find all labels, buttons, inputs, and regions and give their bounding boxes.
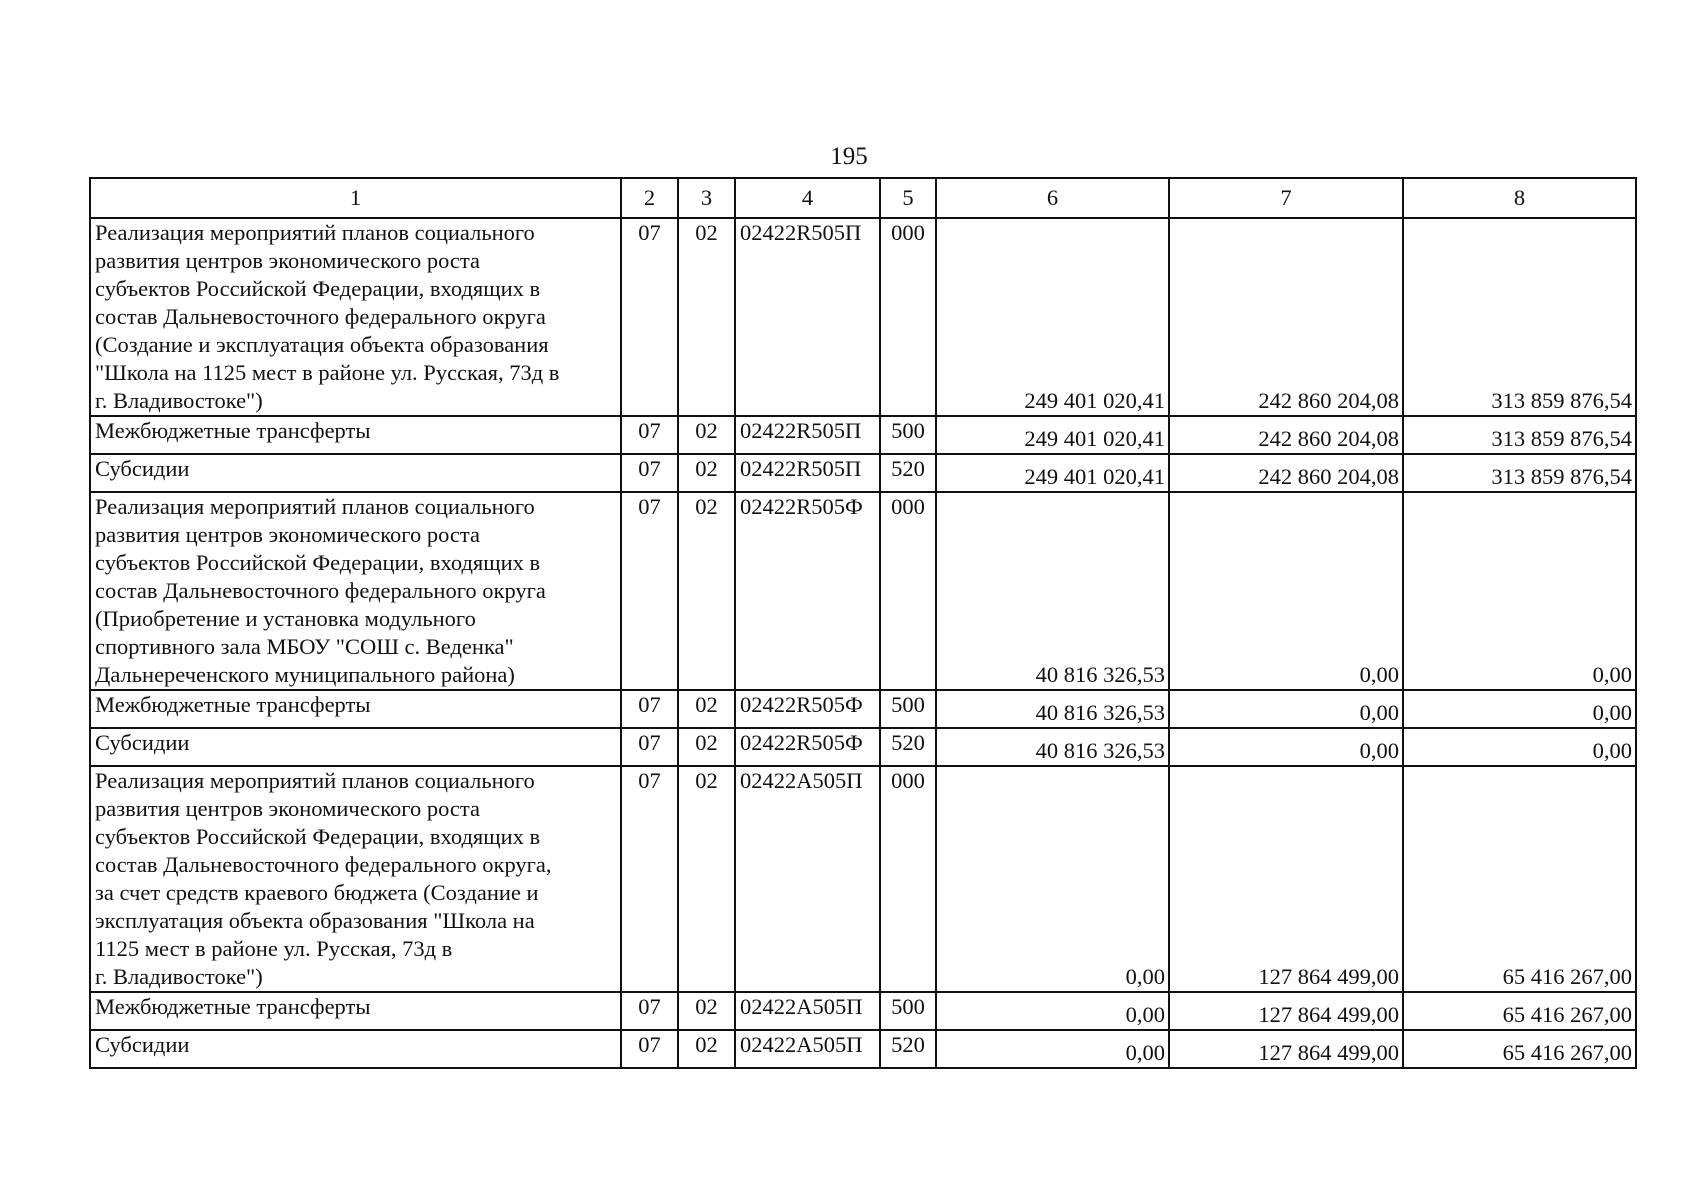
description-line: Межбюджетные трансферты	[95, 418, 371, 443]
description-line: (Создание и эксплуатация объекта образования	[95, 332, 549, 357]
target-article-code: 02422А505П	[735, 992, 880, 1030]
amount-col-8: 65 416 267,00	[1403, 1030, 1636, 1068]
section-code: 07	[621, 766, 678, 992]
amount-col-6: 40 816 326,53	[936, 492, 1169, 690]
expense-type-code: 500	[880, 416, 936, 454]
table-row	[90, 690, 1636, 728]
target-article-code: 02422R505П	[735, 218, 880, 416]
section-code: 07	[621, 1030, 678, 1068]
table-row	[90, 492, 1636, 690]
amount-col-8: 313 859 876,54	[1403, 416, 1636, 454]
description-line: субъектов Российской Федерации, входящих в	[95, 824, 541, 849]
header-row	[90, 178, 1636, 218]
row-description	[90, 454, 621, 492]
description-line: Реализация мероприятий планов социального	[95, 768, 535, 793]
amount-col-6: 0,00	[936, 1030, 1169, 1068]
table-row	[90, 416, 1636, 454]
table-row	[90, 992, 1636, 1030]
table-row	[90, 454, 1636, 492]
description-line: Субсидии	[95, 1032, 190, 1057]
target-article-code: 02422R505П	[735, 416, 880, 454]
expense-type-code: 500	[880, 690, 936, 728]
description-line: г. Владивостоке")	[95, 388, 263, 413]
amount-col-8: 0,00	[1403, 492, 1636, 690]
expense-type-code: 520	[880, 728, 936, 766]
column-header: 6	[936, 178, 1169, 218]
description-line: "Школа на 1125 мест в районе ул. Русская, 73д в	[95, 360, 560, 385]
target-article-code: 02422А505П	[735, 766, 880, 992]
row-description	[90, 416, 621, 454]
section-code: 07	[621, 218, 678, 416]
description-line: состав Дальневосточного федерального округа	[95, 578, 546, 603]
description-line: эксплуатация объекта образования "Школа на	[95, 908, 535, 933]
description-line: г. Владивостоке")	[95, 964, 263, 989]
row-description	[90, 766, 621, 992]
row-description	[90, 492, 621, 690]
page-number: 195	[830, 143, 868, 170]
description-line: субъектов Российской Федерации, входящих в	[95, 276, 541, 301]
amount-col-7: 242 860 204,08	[1169, 416, 1403, 454]
description-line: развития центров экономического роста	[95, 522, 480, 547]
column-header: 4	[735, 178, 880, 218]
target-article-code: 02422R505Ф	[735, 492, 880, 690]
section-code: 07	[621, 992, 678, 1030]
amount-col-6: 249 401 020,41	[936, 454, 1169, 492]
row-description	[90, 992, 621, 1030]
description-line: 1125 мест в районе ул. Русская, 73д в	[95, 936, 453, 961]
subsection-code: 02	[678, 218, 735, 416]
amount-col-8: 0,00	[1403, 728, 1636, 766]
description-line: субъектов Российской Федерации, входящих в	[95, 550, 541, 575]
description-line: Субсидии	[95, 730, 190, 755]
expense-type-code: 000	[880, 492, 936, 690]
row-description	[90, 1030, 621, 1068]
amount-col-6: 0,00	[936, 992, 1169, 1030]
amount-col-7: 242 860 204,08	[1169, 218, 1403, 416]
subsection-code: 02	[678, 728, 735, 766]
amount-col-7: 127 864 499,00	[1169, 1030, 1403, 1068]
column-header: 2	[621, 178, 678, 218]
amount-col-8: 65 416 267,00	[1403, 992, 1636, 1030]
amount-col-8: 313 859 876,54	[1403, 454, 1636, 492]
description-line: Межбюджетные трансферты	[95, 692, 371, 717]
amount-col-6: 40 816 326,53	[936, 690, 1169, 728]
amount-col-6: 249 401 020,41	[936, 416, 1169, 454]
amount-col-7: 0,00	[1169, 728, 1403, 766]
column-header: 5	[880, 178, 936, 218]
description-line: спортивного зала МБОУ "СОШ с. Веденка"	[95, 634, 514, 659]
expense-type-code: 520	[880, 1030, 936, 1068]
expense-type-code: 520	[880, 454, 936, 492]
description-line: Реализация мероприятий планов социального	[95, 494, 535, 519]
description-line: состав Дальневосточного федерального округа,	[95, 852, 552, 877]
description-line: состав Дальневосточного федерального округа	[95, 304, 546, 329]
amount-col-6: 249 401 020,41	[936, 218, 1169, 416]
section-code: 07	[621, 492, 678, 690]
section-code: 07	[621, 416, 678, 454]
target-article-code: 02422R505П	[735, 454, 880, 492]
table-row	[90, 218, 1636, 416]
section-code: 07	[621, 728, 678, 766]
amount-col-6: 0,00	[936, 766, 1169, 992]
amount-col-8: 313 859 876,54	[1403, 218, 1636, 416]
section-code: 07	[621, 690, 678, 728]
subsection-code: 02	[678, 492, 735, 690]
table-row	[90, 766, 1636, 992]
description-line: Межбюджетные трансферты	[95, 994, 371, 1019]
subsection-code: 02	[678, 416, 735, 454]
amount-col-6: 40 816 326,53	[936, 728, 1169, 766]
description-line: (Приобретение и установка модульного	[95, 606, 476, 631]
subsection-code: 02	[678, 992, 735, 1030]
section-code: 07	[621, 454, 678, 492]
column-header: 7	[1169, 178, 1403, 218]
amount-col-7: 242 860 204,08	[1169, 454, 1403, 492]
description-line: развития центров экономического роста	[95, 248, 480, 273]
column-header: 1	[90, 178, 621, 218]
row-description	[90, 690, 621, 728]
target-article-code: 02422А505П	[735, 1030, 880, 1068]
amount-col-8: 65 416 267,00	[1403, 766, 1636, 992]
budget-table	[89, 177, 1637, 1069]
subsection-code: 02	[678, 766, 735, 992]
column-header: 8	[1403, 178, 1636, 218]
subsection-code: 02	[678, 690, 735, 728]
amount-col-8: 0,00	[1403, 690, 1636, 728]
amount-col-7: 0,00	[1169, 690, 1403, 728]
table-row	[90, 1030, 1636, 1068]
amount-col-7: 127 864 499,00	[1169, 766, 1403, 992]
row-description	[90, 218, 621, 416]
amount-col-7: 0,00	[1169, 492, 1403, 690]
description-line: развития центров экономического роста	[95, 796, 480, 821]
expense-type-code: 000	[880, 766, 936, 992]
expense-type-code: 500	[880, 992, 936, 1030]
subsection-code: 02	[678, 454, 735, 492]
row-description	[90, 728, 621, 766]
target-article-code: 02422R505Ф	[735, 728, 880, 766]
description-line: Реализация мероприятий планов социального	[95, 220, 535, 245]
amount-col-7: 127 864 499,00	[1169, 992, 1403, 1030]
column-header: 3	[678, 178, 735, 218]
table-row	[90, 728, 1636, 766]
subsection-code: 02	[678, 1030, 735, 1068]
description-line: Дальнереченского муниципального района)	[95, 662, 515, 687]
description-line: за счет средств краевого бюджета (Создание и	[95, 880, 539, 905]
expense-type-code: 000	[880, 218, 936, 416]
target-article-code: 02422R505Ф	[735, 690, 880, 728]
description-line: Субсидии	[95, 456, 190, 481]
